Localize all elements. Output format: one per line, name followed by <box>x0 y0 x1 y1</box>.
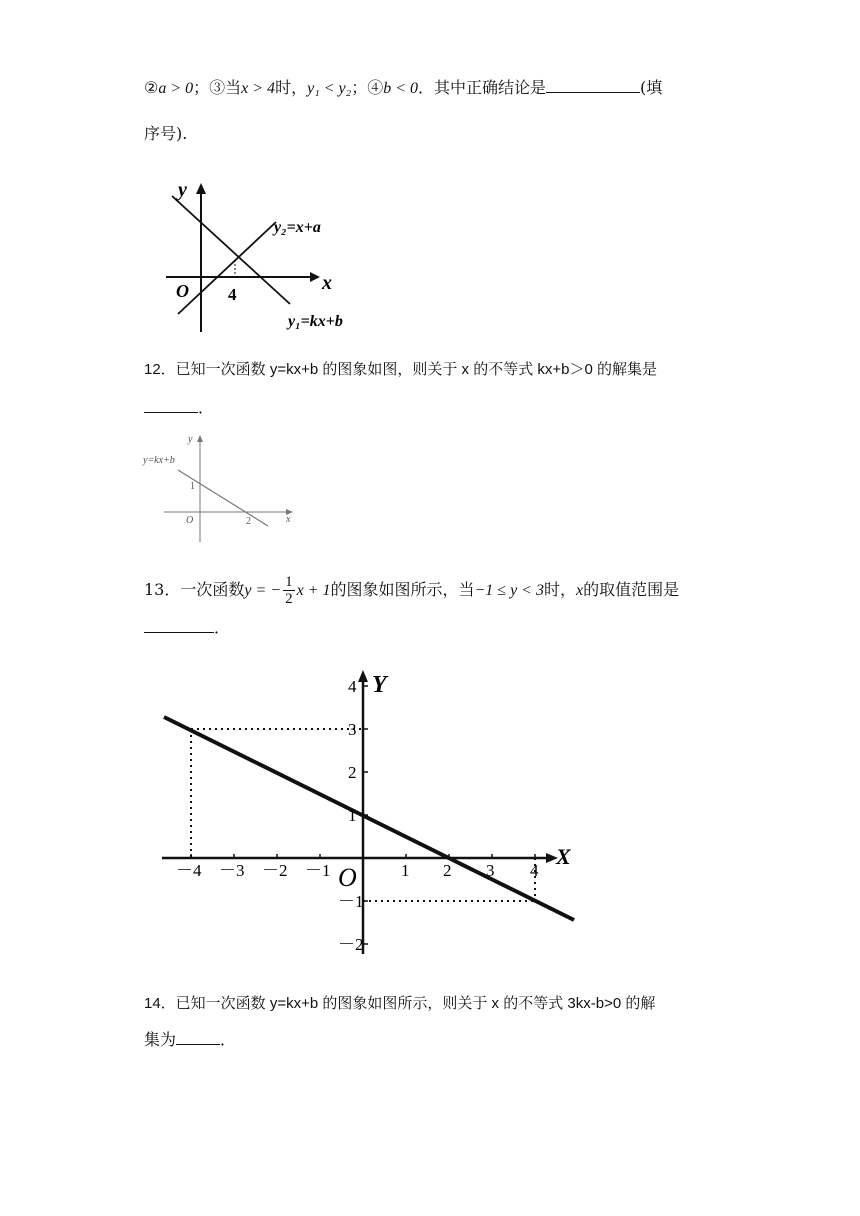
q13-statement-line2 <box>144 618 230 638</box>
q13-answer-blank[interactable] <box>144 618 214 633</box>
q13-function-rhs: x + 1 <box>296 582 331 599</box>
q13-y-axis-arrow <box>358 670 368 682</box>
q13-function-lhs: y = − <box>244 582 282 599</box>
q11-y-axis-arrow <box>196 183 206 194</box>
q13-statement-line1 <box>144 572 679 609</box>
q13-figure <box>150 664 590 960</box>
q14-line-end: ． <box>220 1030 237 1049</box>
q14-statement-line2 <box>144 1030 236 1050</box>
q13-x-tick-m4: －4 <box>176 861 202 880</box>
q11-option-3-condition: x > 4 <box>241 80 276 97</box>
q11-statement-line1 <box>144 78 662 99</box>
q13-y-tick-2: 2 <box>348 763 357 782</box>
q11-prompt: ．其中正确结论是 <box>418 78 547 97</box>
q12-line-end: ． <box>198 398 215 417</box>
q14-statement-line1: 14．已知一次函数 y=kx+b 的图象如图所示，则关于 x 的不等式 3kx-b>0 的解 <box>144 995 656 1012</box>
q11-statement-line2: 序号). <box>144 124 188 143</box>
q11-tick-4: 4 <box>228 285 237 304</box>
q12-tick-2: 2 <box>246 516 251 527</box>
q13-x-tick-m3: －3 <box>219 861 245 880</box>
q13-function-fraction <box>283 574 295 607</box>
q11-line-y1-label: y₁=kx+b <box>288 313 343 330</box>
q13-x-tick-4: 4 <box>530 861 539 880</box>
q12-statement-line2 <box>144 398 214 418</box>
q14-answer-blank[interactable] <box>176 1030 220 1045</box>
q13-y-tick-1: 1 <box>348 806 357 825</box>
q13-prefix: 13．一次函数 <box>144 580 245 599</box>
q13-x-tick-2: 2 <box>443 861 452 880</box>
q12-tick-1: 1 <box>190 481 195 492</box>
q11-option-3-time: 时， <box>275 78 308 97</box>
q13-y-tick-m2: －2 <box>338 935 364 954</box>
q11-option-4-marker: ；④ <box>351 78 384 97</box>
q11-x-axis-arrow <box>310 272 320 282</box>
q13-y-label: Y <box>372 672 387 698</box>
q13-x-var: x <box>576 582 584 599</box>
q13-x-tick-m2: －2 <box>262 861 288 880</box>
q13-line-end: ． <box>214 618 231 637</box>
q11-line-y2-label: y₂=x+a <box>274 219 321 236</box>
q13-y-range: −1 ≤ y < 3 <box>474 582 544 599</box>
q11-option-4-expr: b < 0 <box>383 80 419 97</box>
q13-fraction-denominator: 2 <box>285 591 293 607</box>
q13-tail-text: 的取值范围是 <box>583 580 680 599</box>
q13-y-tick-m1: －1 <box>338 892 364 911</box>
q11-x-label: x <box>322 272 332 294</box>
q13-x-label: X <box>556 844 571 869</box>
q13-x-tick-3: 3 <box>486 861 495 880</box>
q12-statement-line1: 12．已知一次函数 y=kx+b 的图象如图，则关于 x 的不等式 kx+b＞0 的解集是 <box>144 361 657 378</box>
q12-y-axis-arrow <box>197 435 203 442</box>
q12-line-label: y=kx+b <box>143 455 175 466</box>
q14-line2-start: 集为 <box>144 1030 177 1049</box>
q13-function-line <box>164 717 574 920</box>
q12-figure <box>140 428 310 548</box>
q11-origin-label: O <box>176 281 189 301</box>
q11-y-label: y <box>178 179 187 201</box>
q13-y-tick-4: 4 <box>348 677 357 696</box>
q12-answer-blank[interactable] <box>144 398 198 413</box>
q12-origin-label: O <box>186 515 194 526</box>
q13-middle-text-2: 时， <box>543 580 576 599</box>
q13-y-tick-3: 3 <box>348 720 357 739</box>
q11-line-y2 <box>178 222 276 314</box>
q11-fill-hint: (填 <box>640 78 663 97</box>
q11-option-3-marker: ；③当 <box>193 78 242 97</box>
q13-fraction-numerator: 1 <box>285 574 293 590</box>
q13-x-tick-1: 1 <box>401 861 410 880</box>
q11-figure <box>150 172 370 342</box>
q11-option-2-marker: ② <box>144 78 159 97</box>
q11-option-2-expr: a > 0 <box>158 80 194 97</box>
q11-answer-blank[interactable] <box>546 78 640 93</box>
q11-option-3-expr: y₁ < y₂ <box>307 80 352 97</box>
q12-y-label: y <box>188 434 193 445</box>
q12-x-label: x <box>286 514 291 525</box>
q13-origin-label: O <box>338 863 357 892</box>
q13-x-tick-m1: －1 <box>305 861 331 880</box>
q13-middle-text: 的图象如图所示，当 <box>330 580 475 599</box>
